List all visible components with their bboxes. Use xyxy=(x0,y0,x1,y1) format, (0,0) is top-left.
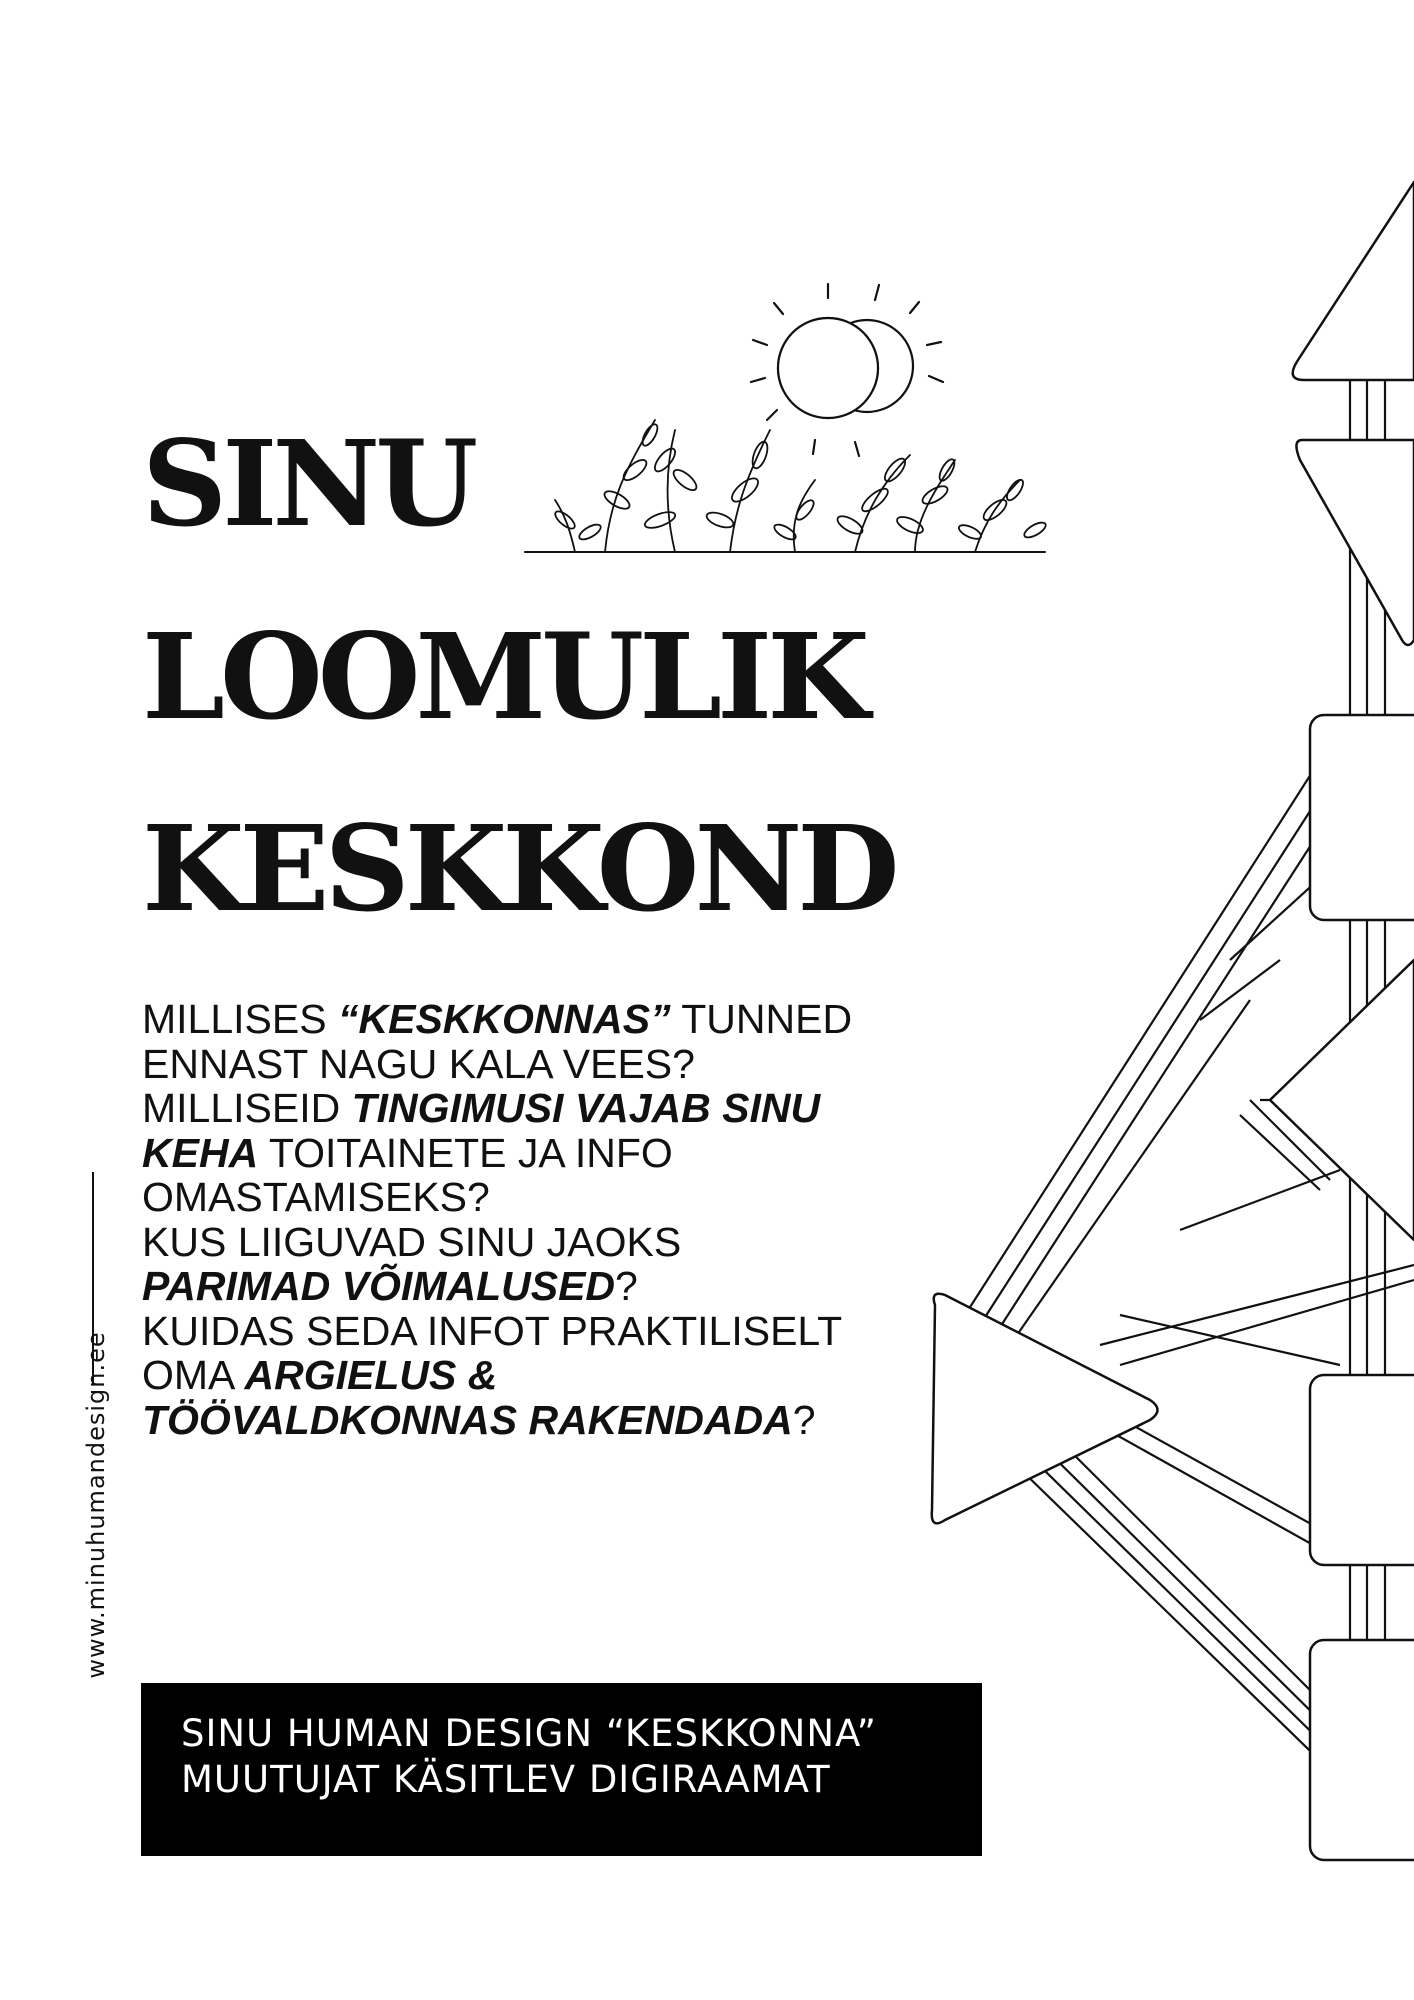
ebook-banner xyxy=(141,1683,982,1856)
question-2: MILLISEID TINGIMUSI VAJAB SINU KEHA TOITAINETE JA INFO OMASTAMISEKS? xyxy=(142,1085,821,1220)
title-line-1: SINU xyxy=(142,414,474,553)
questions-text xyxy=(142,997,862,1442)
question-4: KUIDAS SEDA INFOT PRAKTILISELT OMA ARGIELUS & TÖÖVALDKONNAS RAKENDADA? xyxy=(142,1307,842,1443)
question-1: MILLISES “KESKKONNAS” TUNNED ENNAST NAGU KALA VEES? xyxy=(142,996,853,1087)
banner-line-1: SINU HUMAN DESIGN “KESKKONNA” xyxy=(181,1712,877,1755)
title-line-3: KESKKOND xyxy=(142,799,895,938)
banner-line-2: MUUTUJAT KÄSITLEV DIGIRAAMAT xyxy=(181,1758,831,1801)
website-link[interactable]: www.minuhumandesign.ee xyxy=(82,1331,110,1679)
title-line-2: LOOMULIK xyxy=(142,607,865,746)
bodygraph-illustration xyxy=(920,140,1414,2000)
sun-illustration xyxy=(751,284,943,456)
question-3: KUS LIIGUVAD SINU JAOKS PARIMAD VÕIMALUSED? xyxy=(142,1218,682,1309)
